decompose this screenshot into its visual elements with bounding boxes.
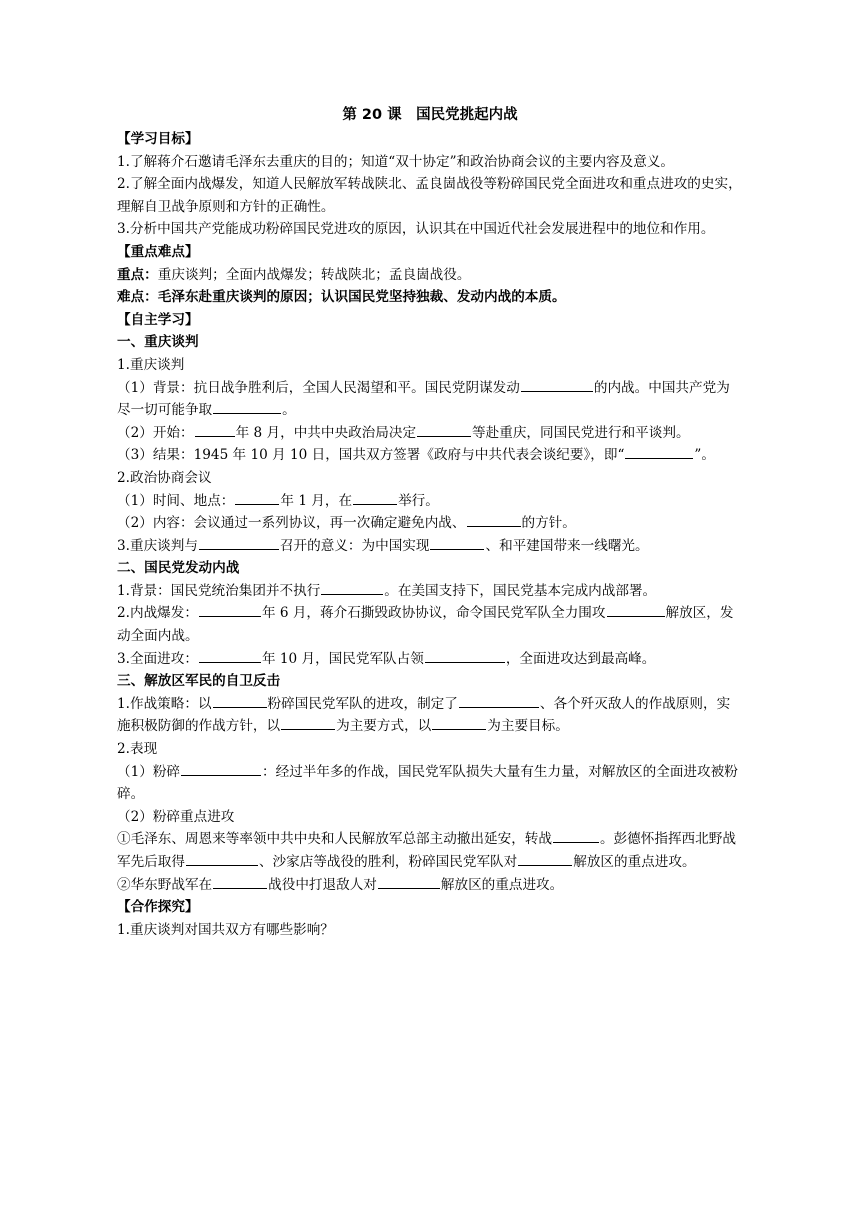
difficult-text: 毛泽东赴重庆谈判的原因；认识国民党坚持独裁、发动内战的本质。	[157, 289, 566, 306]
key-points-line	[117, 264, 743, 287]
fill-blank[interactable]	[281, 715, 335, 730]
difficult-label: 难点：	[117, 289, 158, 306]
text: 解放区，发动全面内战。	[117, 605, 734, 645]
text: （3）结果：1945 年 10 月 10 日，国共双方签署《政府与中共代表会谈纪要》，即“	[117, 447, 625, 464]
fill-line	[117, 535, 743, 558]
fill-blank[interactable]	[378, 874, 440, 889]
text: 年 10 月，国民党军队占领	[261, 650, 424, 667]
fill-blank[interactable]	[186, 851, 258, 866]
fill-blank[interactable]	[199, 602, 261, 617]
fill-blank[interactable]	[625, 444, 693, 459]
goals-heading: 【学习目标】	[117, 131, 199, 147]
text: ：经过半年多的作战，国民党军队损失大量有生力量，对解放区的全面进攻被粉碎。	[117, 763, 738, 803]
key-text: 重庆谈判；全面内战爆发；转战陕北；孟良崮战役。	[157, 266, 471, 283]
text: 解放区的重点进攻。	[573, 854, 696, 870]
fill-blank[interactable]	[181, 761, 261, 776]
text: 2.内战爆发：	[117, 605, 198, 622]
fill-line	[117, 444, 743, 467]
text: 、各个歼灭敌人的作战原则，实施积极防御的作战方针，以	[117, 695, 731, 735]
text: 为主要目标。	[487, 718, 569, 735]
text: ，全面进攻达到最高峰。	[505, 650, 656, 667]
fill-blank[interactable]	[430, 535, 484, 550]
fill-blank[interactable]	[321, 580, 383, 595]
fill-blank[interactable]	[425, 648, 505, 663]
fill-blank[interactable]	[235, 490, 279, 505]
fill-line	[117, 693, 743, 738]
text: 3.重庆谈判与	[117, 537, 198, 554]
worksheet-page	[117, 104, 743, 941]
question-item: 1.重庆谈判对国共双方有哪些影响？	[117, 921, 334, 938]
goal-item: 2.了解全面内战爆发，知道人民解放军转战陕北、孟良崮战役等粉碎国民党全面进攻和重点进攻的史实，理解自卫战争原则和方针的正确性。	[117, 176, 742, 215]
text: 3.全面进攻：	[117, 650, 198, 667]
subheading: 1.重庆谈判	[117, 356, 185, 373]
fill-blank[interactable]	[199, 535, 279, 550]
fill-blank[interactable]	[459, 693, 539, 708]
subheading: （2）粉碎重点进攻	[117, 808, 235, 825]
fill-blank[interactable]	[199, 648, 261, 663]
fill-line	[117, 874, 743, 897]
text: 的方针。	[521, 515, 576, 532]
fill-blank[interactable]	[417, 422, 471, 437]
text: 粉碎国民党军队的进攻，制定了	[267, 695, 458, 712]
subheading: 2.政治协商会议	[117, 469, 212, 486]
text: 。彭德怀指挥西北野战军先后取得	[117, 831, 736, 870]
fill-blank[interactable]	[213, 399, 281, 414]
text: ①毛泽东、周恩来等率领中共中央和人民解放军总部主动撤出延安，转战	[117, 831, 552, 848]
fill-line	[117, 648, 743, 671]
fill-line	[117, 580, 743, 603]
fill-line	[117, 377, 743, 422]
text: （1）粉碎	[117, 763, 181, 780]
fill-blank[interactable]	[353, 490, 397, 505]
fill-line	[117, 512, 743, 535]
page-title: 第 20 课 国民党挑起内战	[342, 107, 518, 123]
text: （1）时间、地点：	[117, 492, 235, 509]
text: 、沙家店等战役的胜利，粉碎国民党军队对	[258, 854, 518, 870]
fill-line	[117, 490, 743, 513]
part1-heading: 一、重庆谈判	[117, 334, 199, 351]
fill-blank[interactable]	[553, 828, 599, 843]
self-study-heading: 【自主学习】	[117, 311, 199, 328]
text: 。	[282, 402, 296, 419]
fill-line	[117, 828, 743, 873]
fill-blank[interactable]	[467, 512, 521, 527]
text: 1.背景：国民党统治集团并不执行	[117, 582, 321, 599]
text: 的内战。中国共产党为尽一切可能争取	[117, 379, 730, 419]
fill-blank[interactable]	[213, 693, 267, 708]
fill-blank[interactable]	[213, 874, 267, 889]
key-label: 重点：	[117, 266, 158, 283]
fill-blank[interactable]	[521, 377, 593, 392]
fill-line	[117, 602, 743, 647]
text: 。在美国支持下，国民党基本完成内战部署。	[384, 582, 657, 599]
text: 为主要方式，以	[336, 718, 432, 735]
text: （1）背景：抗日战争胜利后，全国人民渴望和平。国民党阴谋发动	[117, 379, 520, 396]
text: 等赴重庆，同国民党进行和平谈判。	[472, 424, 690, 441]
goal-item: 1.了解蒋介石邀请毛泽东去重庆的目的；知道“双十协定”和政治协商会议的主要内容及意义。	[117, 153, 675, 170]
cooperation-heading: 【合作探究】	[117, 899, 199, 916]
subheading: 2.表现	[117, 741, 158, 758]
text: 召开的意义：为中国实现	[279, 537, 430, 554]
key-points-heading: 【重点难点】	[117, 243, 199, 260]
text: 、和平建国带来一线曙光。	[485, 537, 649, 554]
text: （2）内容：会议通过一系列协议，再一次确定避免内战、	[117, 515, 466, 532]
text: 年 6 月，蒋介石撕毁政协协议，命令国民党军队全力围攻	[261, 605, 606, 622]
fill-blank[interactable]	[195, 422, 235, 437]
text: 年 1 月，在	[280, 492, 353, 509]
text: （2）开始：	[117, 424, 194, 441]
part3-heading: 三、解放区军民的自卫反击	[117, 673, 281, 690]
text: ”。	[694, 447, 715, 464]
text: 解放区的重点进攻。	[440, 876, 564, 893]
fill-line	[117, 761, 743, 806]
fill-blank[interactable]	[518, 851, 572, 866]
fill-blank[interactable]	[432, 715, 486, 730]
text: 举行。	[398, 492, 439, 509]
fill-blank[interactable]	[607, 602, 665, 617]
text: 1.作战策略：以	[117, 695, 212, 712]
fill-line	[117, 422, 743, 445]
text: ②华东野战军在	[117, 876, 213, 893]
text: 年 8 月，中共中央政治局决定	[235, 424, 417, 441]
goal-item: 3.分析中国共产党能成功粉碎国民党进攻的原因，认识其在中国近代社会发展进程中的地位和作用。	[117, 221, 715, 238]
text: 战役中打退敌人对	[268, 876, 377, 893]
part2-heading: 二、国民党发动内战	[117, 560, 240, 577]
difficult-points-line	[117, 286, 743, 309]
